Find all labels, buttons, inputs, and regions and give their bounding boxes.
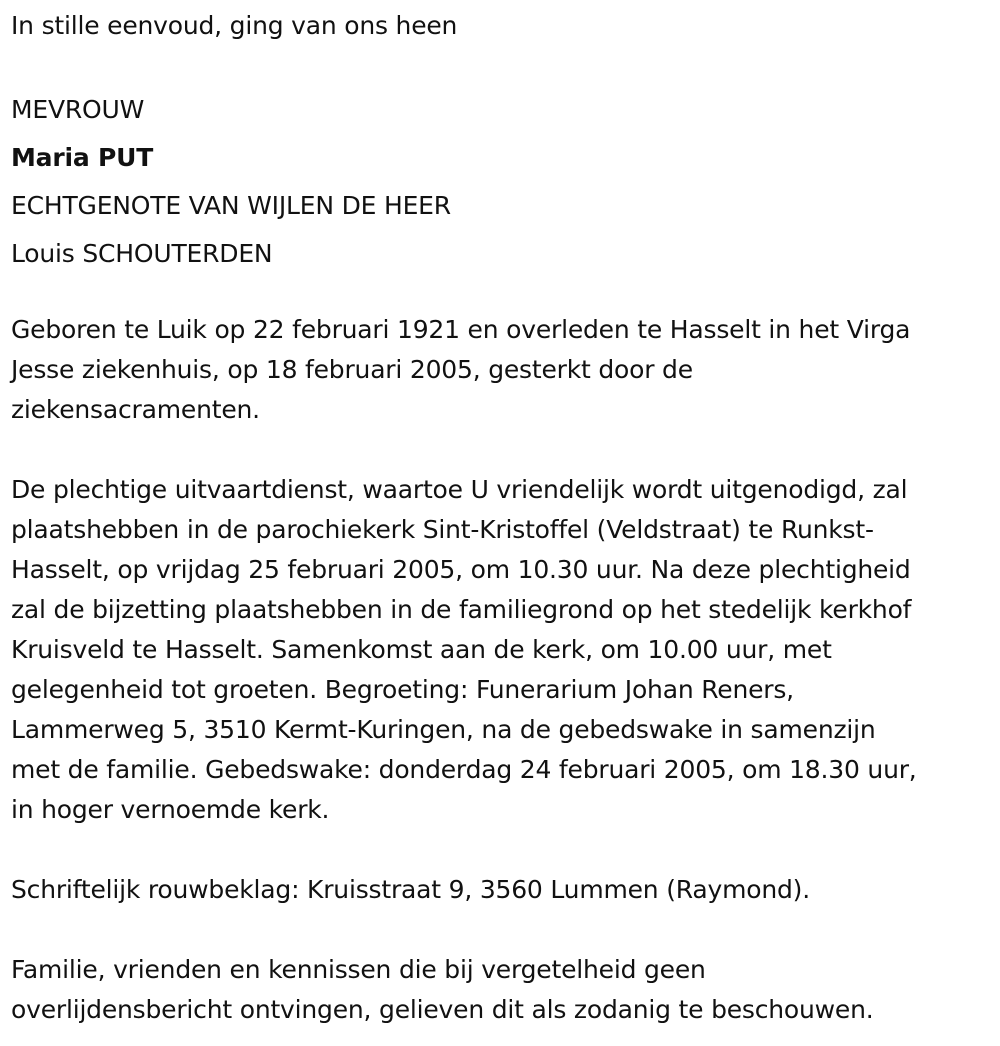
spacer (11, 910, 991, 950)
paragraph-line: ziekensacramenten. (11, 395, 260, 424)
paragraph-line: Lammerweg 5, 3510 Kermt-Kuringen, na de gebedswake in samenzijn (11, 715, 876, 744)
spacer (11, 278, 991, 310)
condolences-line: Schriftelijk rouwbeklag: Kruisstraat 9, 3560 Lummen (Raymond). (11, 875, 810, 904)
paragraph-line: Jesse ziekenhuis, op 18 februari 2005, gesterkt door de (11, 355, 693, 384)
deceased-name: Maria PUT (11, 143, 154, 172)
paragraph-line: zal de bijzetting plaatshebben in de familiegrond op het stedelijk kerkhof (11, 595, 912, 624)
paragraph-line: gelegenheid tot groeten. Begroeting: Funerarium Johan Reners, (11, 675, 794, 704)
birth-death-paragraph (11, 310, 991, 430)
funeral-paragraph (11, 470, 991, 830)
closing-paragraph (11, 950, 991, 1030)
paragraph-line: De plechtige uitvaartdienst, waartoe U vriendelijk wordt uitgenodigd, zal (11, 475, 908, 504)
paragraph-line: plaatshebben in de parochiekerk Sint-Kristoffel (Veldstraat) te Runkst- (11, 515, 874, 544)
spacer (11, 46, 991, 86)
paragraph-line: Kruisveld te Hasselt. Samenkomst aan de kerk, om 10.00 uur, met (11, 635, 832, 664)
obituary-notice (11, 0, 991, 1030)
paragraph-line: Hasselt, op vrijdag 25 februari 2005, om 10.30 uur. Na deze plechtigheid (11, 555, 911, 584)
intro-line: In stille eenvoud, ging van ons heen (11, 11, 458, 40)
spacer (11, 430, 991, 470)
honorific: MEVROUW (11, 95, 145, 124)
paragraph-line: Geboren te Luik op 22 februari 1921 en overleden te Hasselt in het Virga (11, 315, 911, 344)
relation-line: ECHTGENOTE VAN WIJLEN DE HEER (11, 191, 451, 220)
paragraph-line: Familie, vrienden en kennissen die bij vergetelheid geen (11, 955, 706, 984)
spouse-name: Louis SCHOUTERDEN (11, 239, 273, 268)
spacer (11, 830, 991, 870)
paragraph-line: in hoger vernoemde kerk. (11, 795, 330, 824)
paragraph-line: overlijdensbericht ontvingen, gelieven dit als zodanig te beschouwen. (11, 995, 874, 1024)
paragraph-line: met de familie. Gebedswake: donderdag 24 februari 2005, om 18.30 uur, (11, 755, 917, 784)
